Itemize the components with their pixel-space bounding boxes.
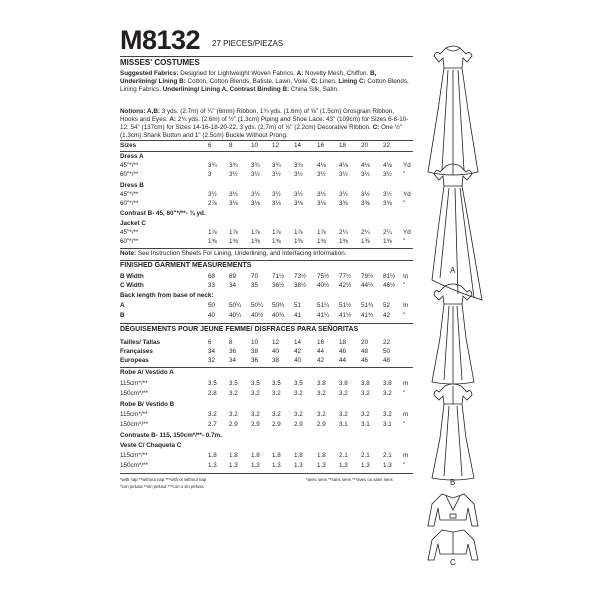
cell: 1.3 — [361, 462, 370, 469]
row-label: Tailles/ Tallas — [120, 339, 161, 346]
cell: 3.5 — [272, 380, 281, 387]
cell: 3.2 — [361, 390, 370, 397]
cell: 3.5 — [208, 380, 217, 387]
cell: 3⅛ — [251, 200, 260, 207]
cell: 22 — [383, 142, 391, 149]
cell: 1.8 — [317, 452, 326, 459]
cell: 8 — [229, 142, 233, 149]
cell: 1.3 — [383, 462, 392, 469]
notions-label: Notions: A,B: — [120, 108, 162, 115]
table-row — [120, 282, 413, 291]
cell: 2.9 — [317, 421, 326, 428]
cell: 1⅜ — [229, 238, 238, 245]
cell: 50¼ — [251, 302, 264, 309]
notions-label: C: — [372, 124, 382, 131]
table-row — [120, 302, 413, 311]
fabrics-text: Cotton Blends, Lining Fabrics. — [120, 78, 409, 93]
note-text: See Instruction Sheets For Lining, Underlining, and Interfacing Information. — [137, 250, 347, 257]
cell: 2.7 — [208, 421, 217, 428]
cell: 44 — [339, 357, 347, 364]
cell: 1⅜ — [361, 238, 370, 245]
divider — [120, 260, 413, 261]
row-label: Europeas — [120, 357, 149, 364]
cell: 3.2 — [339, 411, 348, 418]
cell: 3.2 — [208, 411, 217, 418]
cell: 1.3 — [229, 462, 238, 469]
cell: 3½ — [272, 171, 281, 178]
veste-c-title: Veste C/ Chaqueta C — [120, 442, 182, 449]
cell: 3½ — [317, 191, 326, 198]
cell: 1⅞ — [229, 229, 238, 236]
cell: 3.2 — [294, 411, 303, 418]
notions-text: 2¾ yds. (2.6m) of ½" (1.3cm) Piping and Shoe Lace: 43" (109cm) for Sizes 6-8-10-12; 54" (137cm) for Sizes 14-16-18-20-22, 3 yds. (2.7m) of ⅞" (2.2cm) Decorative Ribbon. — [120, 116, 409, 131]
cell: 51½ — [339, 302, 352, 309]
row-label: 115cm*/** — [120, 411, 148, 418]
cell: 38 — [272, 357, 280, 364]
cell: 3½ — [251, 171, 260, 178]
fabrics-paragraph — [120, 70, 413, 94]
cell: 1.8 — [294, 452, 303, 459]
row-label: 150cm*/** — [120, 421, 149, 428]
cell: 34 — [229, 282, 237, 289]
table-row — [120, 411, 413, 420]
row-label: 60"*/** — [120, 171, 139, 178]
cell: 3½ — [272, 191, 281, 198]
fabrics-label: Suggested Fabrics: — [120, 70, 181, 77]
cell: 36 — [229, 348, 237, 355]
back-length-title: Back length from base of neck: — [120, 292, 214, 299]
cell: 3.2 — [251, 411, 260, 418]
cell: 2.9 — [272, 421, 281, 428]
unit: " — [403, 171, 406, 178]
cell: 3¾ — [229, 162, 238, 169]
pattern-envelope-back — [120, 25, 413, 562]
fabrics-label: A: — [296, 70, 306, 77]
row-label: 45"*/** — [120, 162, 139, 169]
cell: 3⅛ — [272, 200, 281, 207]
footnote-es: *con pelusa **sin pelusa ***con o sin pelusa — [120, 484, 204, 489]
garment-illustrations — [422, 40, 484, 570]
cell: 40 — [294, 357, 302, 364]
cell: 40 — [208, 312, 216, 319]
cell: 40 — [272, 348, 280, 355]
cell: 4⅛ — [361, 162, 370, 169]
row-label: 150cm*/** — [120, 390, 149, 397]
cell: 52 — [383, 302, 391, 309]
cell: 8 — [229, 339, 233, 346]
cell: 3 — [208, 171, 212, 178]
cell: 42 — [383, 312, 391, 319]
row-label: 115cm*/** — [120, 452, 148, 459]
cell: 3½ — [251, 191, 260, 198]
pattern-number: M8132 — [120, 25, 201, 55]
row-label: 45"*/** — [120, 229, 139, 236]
fabrics-text: China Silk, Satin. — [290, 86, 339, 93]
cell: 3.2 — [294, 390, 303, 397]
row-label: 115cm*/** — [120, 380, 148, 387]
note-label: Note: — [120, 250, 138, 257]
cell: 2⅞ — [208, 200, 217, 207]
row-label: 60"*/** — [120, 200, 139, 207]
cell: 1⅜ — [339, 238, 348, 245]
cell: 3.1 — [361, 421, 370, 428]
table-row — [120, 348, 413, 357]
cell: 3.2 — [272, 411, 281, 418]
robe-a-title: Robe A/ Vestido A — [120, 369, 174, 376]
cell: 70 — [251, 273, 259, 280]
unit: m — [403, 380, 409, 387]
cell: 33 — [208, 282, 216, 289]
divider — [120, 151, 413, 152]
cell: 40¼ — [229, 312, 242, 319]
cell: 3.8 — [339, 380, 348, 387]
cell: 50¼ — [229, 302, 242, 309]
row-label: Françaises — [120, 348, 153, 355]
cell: 1.3 — [272, 462, 281, 469]
cell: 3.1 — [339, 421, 348, 428]
cell: 41¼ — [317, 312, 330, 319]
label-b: B — [450, 478, 456, 487]
notions-label: A: — [169, 116, 178, 123]
unit: " — [403, 390, 406, 397]
cell: 4⅛ — [339, 162, 348, 169]
cell: 3.8 — [317, 380, 326, 387]
cell: 3.2 — [229, 411, 238, 418]
cell: 40½ — [251, 312, 264, 319]
table-row — [120, 191, 413, 200]
cell: 1.8 — [229, 452, 238, 459]
contrast-b-line: Contrast B- 45, 60"*/**- ¾ yd. — [120, 210, 206, 217]
section-title: MISSES' COSTUMES — [120, 58, 200, 67]
cell: 40¾ — [272, 312, 285, 319]
cell: 75½ — [317, 273, 330, 280]
unit: m — [403, 452, 409, 459]
unit: " — [403, 238, 406, 245]
cell: 3⅜ — [361, 200, 370, 207]
cell: 20 — [361, 142, 369, 149]
divider — [120, 473, 413, 474]
row-label: Sizes — [120, 142, 137, 149]
cell: 3.8 — [361, 380, 370, 387]
cell: 1⅜ — [251, 238, 260, 245]
cell: 50¾ — [272, 302, 285, 309]
table-row — [120, 380, 413, 389]
cell: 2.9 — [294, 421, 303, 428]
cell: 18 — [339, 142, 347, 149]
table-row — [120, 238, 413, 247]
cell: 2.8 — [208, 390, 217, 397]
cell: 6 — [208, 339, 212, 346]
cell: 46½ — [383, 282, 396, 289]
cell: 1⅞ — [317, 229, 326, 236]
cell: 6 — [208, 142, 212, 149]
table-row — [120, 171, 413, 180]
cell: 1⅞ — [294, 229, 303, 236]
table-row — [120, 312, 413, 321]
fabrics-text: Designed for Lightweight Woven Fabrics. — [180, 70, 297, 77]
cell: 1.3 — [208, 462, 217, 469]
cell: 3.2 — [317, 411, 326, 418]
row-label: 150cm*/** — [120, 462, 149, 469]
cell: 48 — [361, 348, 369, 355]
cell: 40½ — [317, 282, 330, 289]
cell: 3.2 — [383, 411, 392, 418]
jacket-c-front-illustration — [422, 488, 484, 528]
fabrics-label: B, Underlining/ Lining B: — [120, 70, 377, 85]
fabrics-text: Linen. — [319, 78, 339, 85]
footnote-fr: *avec sens **sans sens ***avec ou sans sens — [306, 477, 393, 482]
unit: In — [403, 273, 409, 280]
cell: 1.3 — [251, 462, 260, 469]
fabrics-label: Underlining/ Lining A, Contrast Binding B: — [162, 86, 291, 93]
cell: 3⅜ — [339, 200, 348, 207]
table-row — [120, 200, 413, 209]
cell: 2.1 — [361, 452, 370, 459]
cell: 3.5 — [229, 380, 238, 387]
cell: 2¼ — [339, 229, 348, 236]
row-label: A — [120, 302, 125, 309]
cell: 3⅛ — [294, 200, 303, 207]
cell: 3½ — [294, 171, 303, 178]
unit: In — [403, 302, 409, 309]
cell: 3.2 — [251, 390, 260, 397]
label-c: C — [450, 558, 456, 567]
cell: 10 — [251, 339, 259, 346]
cell: 3.2 — [383, 390, 392, 397]
cell: 14 — [294, 339, 302, 346]
table-row — [120, 462, 413, 471]
cell: 20 — [361, 339, 369, 346]
cell: 1.8 — [272, 452, 281, 459]
cell: 42 — [294, 348, 302, 355]
fabrics-text: Cotton, Cotton Blends, Batiste, Lawn, Voile. — [187, 78, 312, 85]
cell: 3.5 — [294, 380, 303, 387]
cell: 1.8 — [208, 452, 217, 459]
cell: 1⅜ — [208, 238, 217, 245]
cell: 12 — [272, 142, 280, 149]
cell: 2¼ — [361, 229, 370, 236]
divider — [120, 367, 413, 368]
cell: 34 — [229, 357, 237, 364]
cell: 1⅜ — [383, 238, 392, 245]
cell: 16 — [317, 142, 325, 149]
spanish-section-title: DÉGUISEMENTS POUR JEUNE FEMME/ DISFRACES PARA SEÑORITAS — [120, 326, 359, 333]
cell: 50 — [208, 302, 216, 309]
cell: 3¾ — [251, 162, 260, 169]
cell: 42½ — [339, 282, 352, 289]
cell: 4⅛ — [317, 162, 326, 169]
cell: 3.5 — [251, 380, 260, 387]
robe-b-title: Robe B/ Vestido B — [120, 401, 175, 408]
fabrics-label: Lining C: — [338, 78, 368, 85]
cell: 3½ — [383, 191, 392, 198]
cell: 3.2 — [317, 390, 326, 397]
cell: 46 — [339, 348, 347, 355]
table-row — [120, 421, 413, 430]
cell: 1⅜ — [294, 238, 303, 245]
dress-a-front-illustration — [422, 40, 484, 180]
cell: 12 — [272, 339, 280, 346]
row-label: 60"*/** — [120, 238, 139, 245]
cell: 3⅜ — [383, 200, 392, 207]
cell: 38½ — [294, 282, 307, 289]
table-row — [120, 339, 413, 348]
table-row — [120, 452, 413, 461]
cell: 35 — [251, 282, 259, 289]
cell: 1⅞ — [272, 229, 281, 236]
cell: 3¾ — [272, 162, 281, 169]
divider — [120, 323, 413, 324]
cell: 3½ — [229, 171, 238, 178]
jacket-c-title: Jacket C — [120, 220, 146, 227]
dress-b-front-illustration — [422, 278, 484, 388]
row-label: B — [120, 312, 125, 319]
table-row — [120, 390, 413, 399]
unit: Yd — [403, 162, 411, 169]
cell: 3½ — [317, 171, 326, 178]
cell: 48 — [383, 357, 391, 364]
divider — [120, 248, 413, 249]
table-row — [120, 273, 413, 282]
dress-a-title: Dress A — [120, 153, 144, 160]
unit: " — [403, 200, 406, 207]
cell: 1⅞ — [251, 229, 260, 236]
cell: 3½ — [361, 191, 370, 198]
cell: 1.3 — [317, 462, 326, 469]
cell: 68 — [208, 273, 216, 280]
cell: 2.1 — [339, 452, 348, 459]
notions-text: 3 yds. (2.7m) of ¼" (6mm) Ribbon, 1¾ yds. (1.6m) of ⅝" (1.5cm) Grosgrain Ribbon, Hooks and Eyes. — [120, 108, 395, 123]
cell: 3½ — [229, 191, 238, 198]
cell: 1.8 — [251, 452, 260, 459]
cell: 51¼ — [317, 302, 330, 309]
table-row — [120, 162, 413, 171]
cell: 51 — [294, 302, 302, 309]
cell: 3.2 — [361, 411, 370, 418]
unit: m — [403, 411, 409, 418]
cell: 44½ — [361, 282, 374, 289]
cell: 50 — [383, 348, 391, 355]
cell: 3½ — [294, 191, 303, 198]
cell: 3⅛ — [317, 200, 326, 207]
cell: 73½ — [294, 273, 307, 280]
notions-paragraph — [120, 108, 413, 140]
cell: 18 — [339, 339, 347, 346]
cell: 3.8 — [383, 380, 392, 387]
row-label: 45"*/** — [120, 191, 139, 198]
cell: 3¾ — [294, 162, 303, 169]
unit: Yd — [403, 191, 411, 198]
cell: 41½ — [339, 312, 352, 319]
cell: 36½ — [272, 282, 285, 289]
cell: 3½ — [383, 171, 392, 178]
fabrics-label: C: — [311, 78, 320, 85]
cell: 69 — [229, 273, 237, 280]
note-line — [120, 250, 413, 259]
cell: 41 — [294, 312, 302, 319]
cell: 2¼ — [383, 229, 392, 236]
cell: 2.1 — [383, 452, 392, 459]
cell: 3.1 — [383, 421, 392, 428]
sizes-row — [120, 142, 413, 151]
cell: 32 — [208, 357, 216, 364]
cell: 41¾ — [361, 312, 374, 319]
cell: 3⅛ — [229, 200, 238, 207]
cell: 44 — [317, 348, 325, 355]
cell: 34 — [208, 348, 216, 355]
cell: 1.3 — [339, 462, 348, 469]
cell: 3.2 — [229, 390, 238, 397]
cell: 46 — [361, 357, 369, 364]
unit: " — [403, 312, 406, 319]
label-a: A — [450, 266, 456, 275]
cell: 1⅞ — [208, 229, 217, 236]
row-label: B Width — [120, 273, 144, 280]
table-row — [120, 357, 413, 366]
cell: 2.9 — [229, 421, 238, 428]
table-row — [120, 229, 413, 238]
cell: 14 — [294, 142, 302, 149]
cell: 3¾ — [208, 162, 217, 169]
cell: 1⅜ — [272, 238, 281, 245]
cell: 36 — [251, 357, 259, 364]
cell: 4⅛ — [383, 162, 392, 169]
fabrics-text: Novelty Mesh, Chiffon. — [305, 70, 371, 77]
row-label: C Width — [120, 282, 144, 289]
pieces-count: 27 PIECES/PIEZAS — [212, 39, 284, 48]
cell: 3½ — [361, 171, 370, 178]
cell: 81½ — [383, 273, 396, 280]
dress-b-title: Dress B — [120, 182, 144, 189]
divider — [120, 140, 413, 141]
cell: 38 — [251, 348, 259, 355]
dress-b-back-illustration — [422, 378, 484, 486]
unit: " — [403, 462, 406, 469]
cell: 10 — [251, 142, 259, 149]
cell: 51¾ — [361, 302, 374, 309]
contraste-b-line: Contraste B- 115, 150cm*/**- 0.7m. — [120, 432, 222, 439]
finished-measurements-title: FINISHED GARMENT MEASUREMENTS — [120, 262, 252, 269]
footnote-en: *with nap **without nap ***with or without nap — [120, 477, 207, 482]
notions-text: One ½" (1.3cm) Shank Button and 1" (2.5cm) Buckle Without Prong. — [120, 124, 403, 139]
divider — [120, 56, 413, 57]
cell: 16 — [317, 339, 325, 346]
cell: 3½ — [208, 191, 217, 198]
unit: " — [403, 421, 406, 428]
cell: 22 — [383, 339, 391, 346]
cell: 1.3 — [294, 462, 303, 469]
cell: 3.2 — [272, 390, 281, 397]
cell: 3.2 — [339, 390, 348, 397]
unit: " — [403, 282, 406, 289]
cell: 2.9 — [251, 421, 260, 428]
cell: 71½ — [272, 273, 285, 280]
cell: 77½ — [339, 273, 352, 280]
cell: 3½ — [339, 171, 348, 178]
unit: Yd — [403, 229, 411, 236]
cell: 79½ — [361, 273, 374, 280]
cell: 42 — [317, 357, 325, 364]
cell: 3½ — [339, 191, 348, 198]
cell: 1⅜ — [317, 238, 326, 245]
